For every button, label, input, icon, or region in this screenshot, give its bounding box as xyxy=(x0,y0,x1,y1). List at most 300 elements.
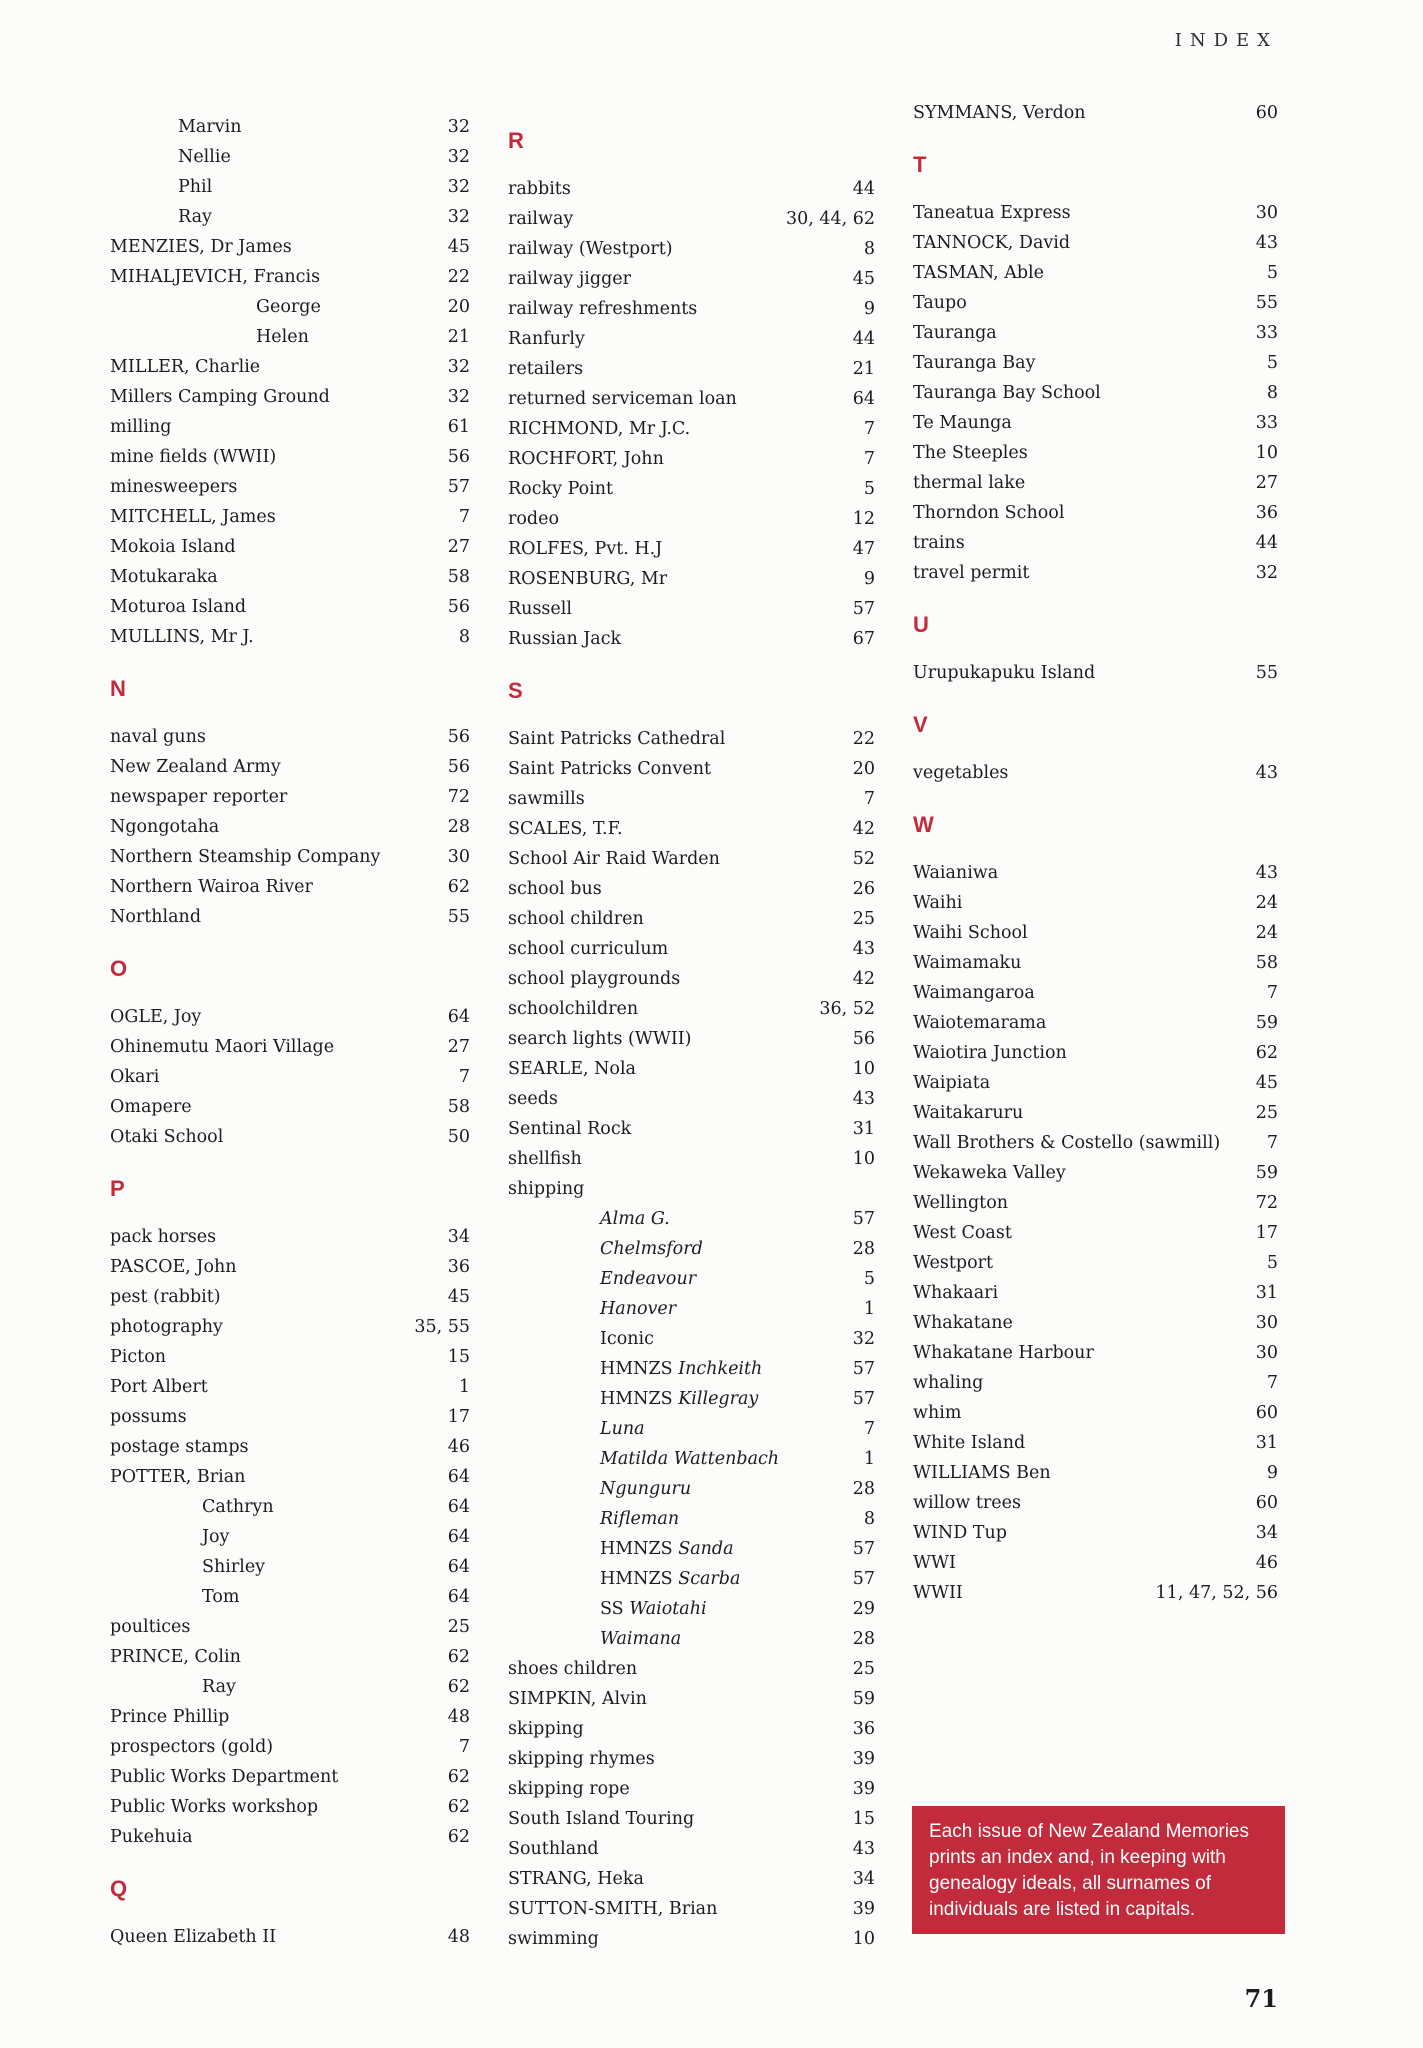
entry-pages: 25 xyxy=(1255,1103,1278,1123)
entry-label: Otaki School xyxy=(110,1127,224,1147)
index-entry xyxy=(110,112,470,142)
index-entry xyxy=(913,348,1278,378)
index-entry xyxy=(110,1462,470,1492)
index-entry xyxy=(508,1774,875,1804)
entry-pages: 35, 55 xyxy=(414,1317,470,1337)
entry-label: Northern Wairoa River xyxy=(110,877,313,897)
index-entry xyxy=(913,948,1278,978)
index-entry xyxy=(110,1122,470,1152)
index-entry xyxy=(110,1062,470,1092)
entry-pages: 20 xyxy=(447,297,470,317)
entry-label: Waihi School xyxy=(913,923,1028,943)
index-entry xyxy=(508,1624,875,1654)
entry-pages: 34 xyxy=(447,1227,470,1247)
index-entry xyxy=(913,198,1278,228)
entry-label: POTTER, Brian xyxy=(110,1467,246,1487)
entry-label: Queen Elizabeth II xyxy=(110,1927,277,1947)
entry-pages: 57 xyxy=(852,1539,875,1559)
entry-pages: 57 xyxy=(852,1569,875,1589)
index-entry xyxy=(913,1428,1278,1458)
index-entry xyxy=(110,1582,470,1612)
entry-pages: 9 xyxy=(1266,1463,1278,1483)
index-entry xyxy=(110,592,470,622)
entry-label: skipping xyxy=(508,1719,584,1739)
entry-pages: 57 xyxy=(852,1389,875,1409)
entry-pages: 7 xyxy=(458,1067,470,1087)
entry-label: George xyxy=(256,297,321,317)
entry-pages: 20 xyxy=(852,759,875,779)
entry-pages: 48 xyxy=(447,1927,470,1947)
entry-pages: 43 xyxy=(1255,763,1278,783)
entry-label: Moturoa Island xyxy=(110,597,247,617)
entry-label: seeds xyxy=(508,1089,558,1109)
index-entry xyxy=(110,1002,470,1032)
index-entry xyxy=(508,1924,875,1954)
index-entry xyxy=(913,258,1278,288)
entry-pages: 5 xyxy=(1266,1253,1278,1273)
entry-label: railway (Westport) xyxy=(508,239,673,259)
entry-pages: 46 xyxy=(1255,1553,1278,1573)
entry-pages: 36 xyxy=(852,1719,875,1739)
index-entry xyxy=(913,288,1278,318)
entry-pages: 7 xyxy=(458,1737,470,1757)
index-entry xyxy=(913,1338,1278,1368)
entry-pages: 34 xyxy=(1255,1523,1278,1543)
entry-label: Wall Brothers & Costello (sawmill) xyxy=(913,1133,1221,1153)
entry-label: Matilda Wattenbach xyxy=(600,1449,780,1469)
entry-label: trains xyxy=(913,533,965,553)
entry-label: Alma G. xyxy=(600,1209,670,1229)
index-entry xyxy=(913,1248,1278,1278)
entry-pages: 56 xyxy=(447,447,470,467)
entry-pages: 9 xyxy=(863,299,875,319)
index-entry xyxy=(508,174,875,204)
index-column-2 xyxy=(508,126,875,1954)
index-entry xyxy=(110,202,470,232)
entry-label: MULLINS, Mr J. xyxy=(110,627,254,647)
entry-label: Millers Camping Ground xyxy=(110,387,330,407)
entry-pages: 58 xyxy=(1255,953,1278,973)
index-entry xyxy=(913,888,1278,918)
index-entry xyxy=(110,412,470,442)
entry-pages: 62 xyxy=(447,1797,470,1817)
index-entry xyxy=(508,1384,875,1414)
index-entry xyxy=(508,1654,875,1684)
entry-label: schoolchildren xyxy=(508,999,639,1019)
index-entry xyxy=(110,322,470,352)
section-letter: Q xyxy=(110,1876,128,1901)
entry-label: Saint Patricks Cathedral xyxy=(508,729,726,749)
entry-label: Tauranga Bay xyxy=(913,353,1036,373)
index-entry xyxy=(508,444,875,474)
index-entry xyxy=(110,1372,470,1402)
index-entry xyxy=(110,1612,470,1642)
entry-label: Saint Patricks Convent xyxy=(508,759,711,779)
index-entry xyxy=(110,1092,470,1122)
index-entry xyxy=(508,1564,875,1594)
entry-label: Waimana xyxy=(600,1629,682,1649)
entry-label: Rifleman xyxy=(600,1509,680,1529)
entry-label: school playgrounds xyxy=(508,969,681,989)
section-letter: S xyxy=(508,678,523,703)
entry-pages: 43 xyxy=(1255,863,1278,883)
entry-pages: 28 xyxy=(852,1239,875,1259)
index-entry xyxy=(110,1552,470,1582)
entry-pages: 42 xyxy=(852,819,875,839)
section-letter: R xyxy=(508,128,524,153)
index-entry xyxy=(913,1308,1278,1338)
entry-label: The Steeples xyxy=(913,443,1028,463)
entry-pages: 7 xyxy=(863,789,875,809)
entry-label: Wekaweka Valley xyxy=(913,1163,1066,1183)
index-entry xyxy=(913,1188,1278,1218)
entry-label: MIHALJEVICH, Francis xyxy=(110,267,321,287)
entry-label: milling xyxy=(110,417,172,437)
index-entry xyxy=(913,438,1278,468)
entry-label: photography xyxy=(110,1317,223,1337)
index-entry xyxy=(110,1792,470,1822)
entry-pages: 62 xyxy=(447,1677,470,1697)
index-entry xyxy=(508,1024,875,1054)
index-entry xyxy=(913,1518,1278,1548)
entry-label: Northland xyxy=(110,907,202,927)
entry-label: Westport xyxy=(913,1253,994,1273)
index-entry xyxy=(508,814,875,844)
index-entry xyxy=(110,382,470,412)
entry-pages: 62 xyxy=(447,1827,470,1847)
index-entry xyxy=(508,1234,875,1264)
index-entry xyxy=(110,812,470,842)
index-entry xyxy=(110,1522,470,1552)
index-entry xyxy=(913,978,1278,1008)
index-entry xyxy=(110,292,470,322)
entry-label: Marvin xyxy=(178,117,242,137)
entry-label: Luna xyxy=(600,1419,645,1439)
entry-pages: 7 xyxy=(458,507,470,527)
entry-pages: 55 xyxy=(447,907,470,927)
entry-label: Motukaraka xyxy=(110,567,218,587)
index-entry xyxy=(913,658,1278,688)
index-entry xyxy=(110,1282,470,1312)
entry-pages: 62 xyxy=(447,877,470,897)
entry-pages: 31 xyxy=(1255,1433,1278,1453)
entry-pages: 58 xyxy=(447,567,470,587)
entry-pages: 24 xyxy=(1255,923,1278,943)
index-entry xyxy=(913,858,1278,888)
entry-pages: 27 xyxy=(447,537,470,557)
index-entry xyxy=(110,1222,470,1252)
entry-label: ROLFES, Pvt. H.J xyxy=(508,539,663,559)
index-entry xyxy=(913,1368,1278,1398)
entry-label: Tauranga xyxy=(913,323,997,343)
index-entry xyxy=(110,902,470,932)
index-entry xyxy=(913,1008,1278,1038)
index-column-1 xyxy=(110,112,470,1952)
index-entry xyxy=(913,98,1278,128)
entry-pages: 25 xyxy=(447,1617,470,1637)
entry-label: Shirley xyxy=(202,1557,266,1577)
entry-label: Waimamaku xyxy=(913,953,1022,973)
entry-pages: 45 xyxy=(852,269,875,289)
entry-pages: 22 xyxy=(852,729,875,749)
index-entry xyxy=(508,1534,875,1564)
entry-pages: 56 xyxy=(447,597,470,617)
entry-pages: 30 xyxy=(447,847,470,867)
entry-pages: 28 xyxy=(447,817,470,837)
entry-pages: 24 xyxy=(1255,893,1278,913)
index-entry xyxy=(110,502,470,532)
entry-label: Pukehuia xyxy=(110,1827,193,1847)
entry-pages: 62 xyxy=(447,1647,470,1667)
entry-pages: 1 xyxy=(458,1377,470,1397)
entry-label: Endeavour xyxy=(600,1269,697,1289)
entry-label: swimming xyxy=(508,1929,599,1949)
entry-label: Whakatane Harbour xyxy=(913,1343,1094,1363)
entry-label: Ngongotaha xyxy=(110,817,220,837)
entry-label: school curriculum xyxy=(508,939,669,959)
entry-label: pack horses xyxy=(110,1227,217,1247)
index-entry xyxy=(508,594,875,624)
entry-pages: 5 xyxy=(863,479,875,499)
index-entry xyxy=(508,1864,875,1894)
index-entry xyxy=(110,1922,470,1952)
index-entry xyxy=(110,1252,470,1282)
entry-label: MENZIES, Dr James xyxy=(110,237,292,257)
entry-pages: 29 xyxy=(852,1599,875,1619)
entry-label: WWII xyxy=(913,1583,963,1603)
entry-label: school children xyxy=(508,909,644,929)
entry-pages: 32 xyxy=(1255,563,1278,583)
entry-pages: 52 xyxy=(852,849,875,869)
entry-label: Hanover xyxy=(600,1299,677,1319)
entry-label: Waitakaruru xyxy=(913,1103,1024,1123)
entry-pages: 17 xyxy=(1255,1223,1278,1243)
entry-pages: 27 xyxy=(447,1037,470,1057)
entry-label: South Island Touring xyxy=(508,1809,695,1829)
entry-pages: 30 xyxy=(1255,1313,1278,1333)
index-entry xyxy=(110,1762,470,1792)
entry-label: Ngunguru xyxy=(600,1479,692,1499)
entry-pages: 31 xyxy=(1255,1283,1278,1303)
entry-label: RICHMOND, Mr J.C. xyxy=(508,419,691,439)
entry-pages: 10 xyxy=(852,1929,875,1949)
entry-pages: 57 xyxy=(852,599,875,619)
entry-label: skipping rope xyxy=(508,1779,630,1799)
entry-label: Russell xyxy=(508,599,572,619)
entry-pages: 48 xyxy=(447,1707,470,1727)
index-entry xyxy=(508,504,875,534)
index-entry xyxy=(508,1504,875,1534)
index-entry xyxy=(508,324,875,354)
entry-label: Waianiwa xyxy=(913,863,999,883)
entry-pages: 50 xyxy=(447,1127,470,1147)
entry-label: Waimangaroa xyxy=(913,983,1035,1003)
entry-pages: 44 xyxy=(1255,533,1278,553)
entry-label: WILLIAMS Ben xyxy=(913,1463,1051,1483)
entry-label: Okari xyxy=(110,1067,160,1087)
index-entry xyxy=(110,172,470,202)
entry-label: SEARLE, Nola xyxy=(508,1059,636,1079)
index-entry xyxy=(508,904,875,934)
entry-pages: 1 xyxy=(863,1299,875,1319)
entry-label: railway refreshments xyxy=(508,299,698,319)
index-entry xyxy=(913,1068,1278,1098)
entry-pages: 5 xyxy=(863,1269,875,1289)
entry-pages: 64 xyxy=(852,389,875,409)
note-box xyxy=(912,1806,1285,1934)
entry-pages: 46 xyxy=(447,1437,470,1457)
entry-pages: 5 xyxy=(1266,353,1278,373)
entry-pages: 59 xyxy=(1255,1013,1278,1033)
index-entry xyxy=(508,754,875,784)
index-entry xyxy=(110,1822,470,1852)
entry-label: newspaper reporter xyxy=(110,787,288,807)
entry-pages: 56 xyxy=(447,727,470,747)
index-entry xyxy=(110,1492,470,1522)
entry-pages: 5 xyxy=(1266,263,1278,283)
entry-label: mine fields (WWII) xyxy=(110,447,277,467)
entry-label: Whakatane xyxy=(913,1313,1013,1333)
index-entry xyxy=(110,722,470,752)
entry-label: SS Waiotahi xyxy=(600,1599,707,1619)
entry-pages: 21 xyxy=(852,359,875,379)
index-entry xyxy=(508,1084,875,1114)
entry-pages: 45 xyxy=(447,1287,470,1307)
entry-label: HMNZS Sanda xyxy=(600,1539,734,1559)
entry-pages: 33 xyxy=(1255,413,1278,433)
entry-label: Northern Steamship Company xyxy=(110,847,381,867)
index-entry xyxy=(913,758,1278,788)
entry-label: Waipiata xyxy=(913,1073,991,1093)
index-entry xyxy=(508,1414,875,1444)
entry-label: SUTTON-SMITH, Brian xyxy=(508,1899,718,1919)
index-entry xyxy=(508,1834,875,1864)
entry-pages: 43 xyxy=(852,939,875,959)
entry-pages: 64 xyxy=(447,1007,470,1027)
entry-pages: 9 xyxy=(863,569,875,589)
entry-label: Waihi xyxy=(913,893,963,913)
page-number: 71 xyxy=(1244,1984,1278,2013)
entry-pages: 25 xyxy=(852,909,875,929)
index-entry xyxy=(913,228,1278,258)
index-entry xyxy=(913,1128,1278,1158)
entry-label: shipping xyxy=(508,1179,585,1199)
entry-label: railway jigger xyxy=(508,269,632,289)
entry-label: OGLE, Joy xyxy=(110,1007,202,1027)
index-entry xyxy=(913,1548,1278,1578)
entry-label: PASCOE, John xyxy=(110,1257,237,1277)
entry-label: MILLER, Charlie xyxy=(110,357,261,377)
entry-pages: 39 xyxy=(852,1749,875,1769)
entry-pages: 60 xyxy=(1255,103,1278,123)
entry-label: Whakaari xyxy=(913,1283,999,1303)
entry-pages: 44 xyxy=(852,179,875,199)
entry-label: Southland xyxy=(508,1839,599,1859)
entry-pages: 45 xyxy=(447,237,470,257)
entry-label: travel permit xyxy=(913,563,1030,583)
index-entry xyxy=(110,752,470,782)
index-entry xyxy=(508,1114,875,1144)
index-entry xyxy=(913,1278,1278,1308)
index-entry xyxy=(110,1032,470,1062)
index-entry xyxy=(110,232,470,262)
entry-label: Taupo xyxy=(913,293,967,313)
entry-label: Nellie xyxy=(178,147,231,167)
index-entry xyxy=(110,442,470,472)
entry-label: WWI xyxy=(913,1553,956,1573)
entry-label: TANNOCK, David xyxy=(913,233,1071,253)
entry-label: HMNZS Inchkeith xyxy=(600,1359,763,1379)
entry-pages: 12 xyxy=(852,509,875,529)
entry-pages: 57 xyxy=(852,1209,875,1229)
entry-label: shoes children xyxy=(508,1659,638,1679)
entry-pages: 57 xyxy=(852,1359,875,1379)
index-entry xyxy=(110,352,470,382)
index-entry xyxy=(110,1732,470,1762)
entry-pages: 60 xyxy=(1255,1403,1278,1423)
entry-pages: 64 xyxy=(447,1467,470,1487)
entry-label: West Coast xyxy=(913,1223,1012,1243)
index-entry xyxy=(508,994,875,1024)
index-entry xyxy=(110,872,470,902)
entry-pages: 44 xyxy=(852,329,875,349)
entry-label: school bus xyxy=(508,879,602,899)
entry-pages: 15 xyxy=(852,1809,875,1829)
entry-pages: 64 xyxy=(447,1557,470,1577)
entry-label: vegetables xyxy=(913,763,1009,783)
entry-label: Joy xyxy=(202,1527,230,1547)
entry-label: retailers xyxy=(508,359,584,379)
index-entry xyxy=(508,624,875,654)
entry-label: shellfish xyxy=(508,1149,582,1169)
entry-label: Ray xyxy=(178,207,212,227)
entry-pages: 25 xyxy=(852,1659,875,1679)
index-entry xyxy=(508,934,875,964)
entry-pages: 8 xyxy=(863,239,875,259)
index-entry xyxy=(508,874,875,904)
index-entry xyxy=(508,534,875,564)
index-entry xyxy=(508,1354,875,1384)
entry-pages: 31 xyxy=(852,1119,875,1139)
index-entry xyxy=(913,378,1278,408)
entry-pages: 59 xyxy=(852,1689,875,1709)
entry-label: Helen xyxy=(256,327,309,347)
entry-pages: 7 xyxy=(1266,1133,1278,1153)
section-letter: O xyxy=(110,956,128,981)
entry-pages: 7 xyxy=(1266,1373,1278,1393)
index-entry xyxy=(110,142,470,172)
entry-pages: 56 xyxy=(852,1029,875,1049)
entry-pages: 27 xyxy=(1255,473,1278,493)
section-letter: U xyxy=(913,612,929,637)
index-entry xyxy=(508,1744,875,1774)
entry-pages: 32 xyxy=(447,207,470,227)
index-entry xyxy=(913,1158,1278,1188)
entry-label: White Island xyxy=(913,1433,1026,1453)
entry-pages: 62 xyxy=(1255,1043,1278,1063)
page-header-title: INDEX xyxy=(1174,30,1278,51)
index-entry xyxy=(110,782,470,812)
entry-label: Ray xyxy=(202,1677,236,1697)
entry-pages: 36, 52 xyxy=(819,999,875,1019)
index-entry xyxy=(913,1038,1278,1068)
index-entry xyxy=(508,1804,875,1834)
entry-label: SIMPKIN, Alvin xyxy=(508,1689,647,1709)
entry-label: Picton xyxy=(110,1347,167,1367)
entry-pages: 30 xyxy=(1255,1343,1278,1363)
entry-label: Waiotira Junction xyxy=(913,1043,1067,1063)
entry-label: STRANG, Heka xyxy=(508,1869,644,1889)
